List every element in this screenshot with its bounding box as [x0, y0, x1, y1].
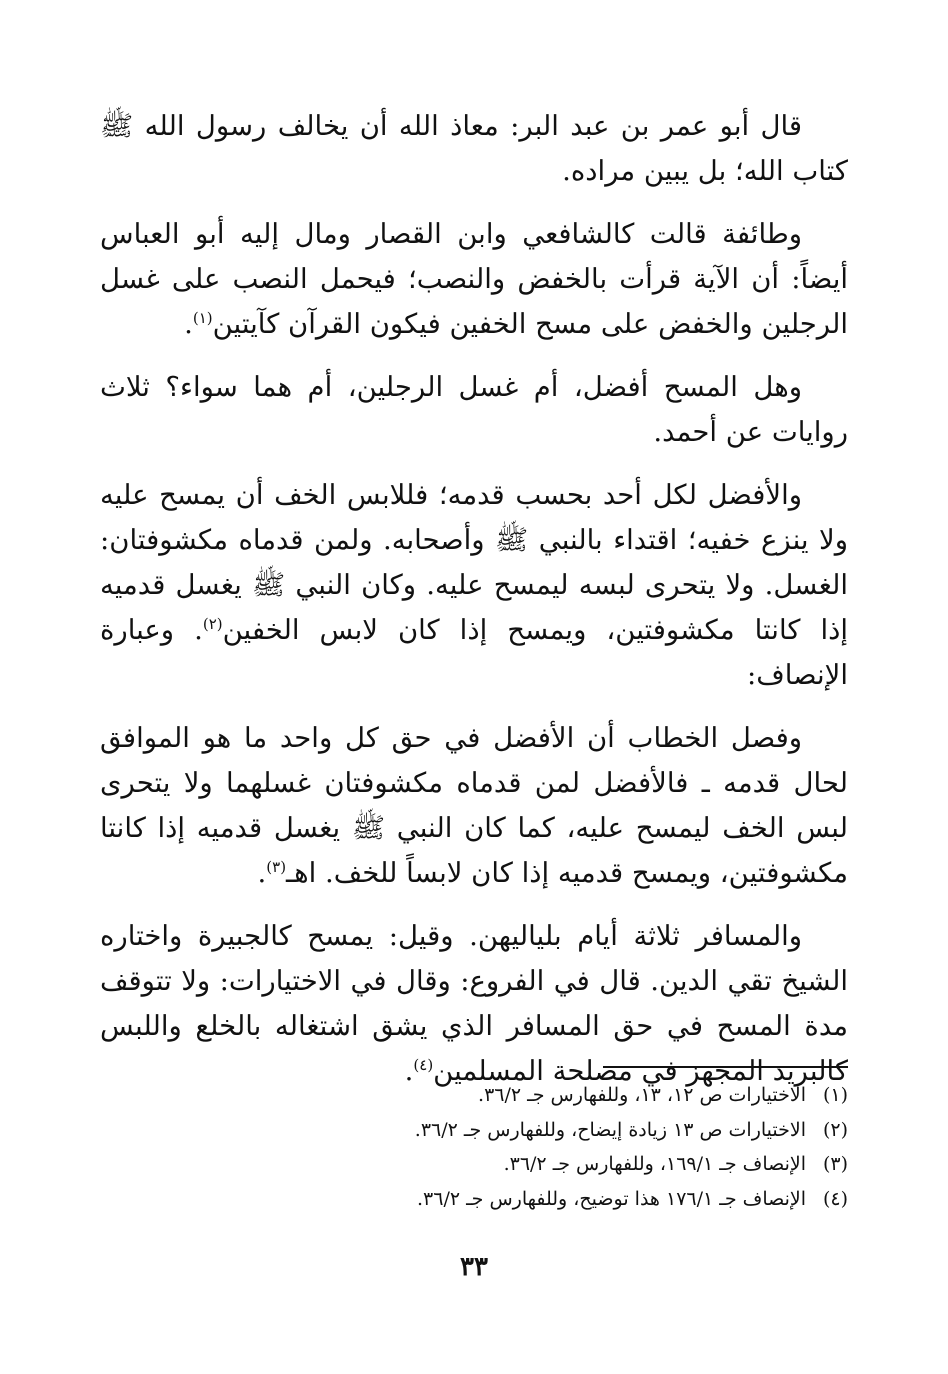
paragraph-5 [100, 716, 848, 896]
paragraph-1 [100, 104, 848, 194]
footnote-text: الإنصاف جـ ١٦٩/١، وللفهارس جـ ٣٦/٢. [503, 1153, 806, 1175]
footnote-number: (١) [822, 1084, 848, 1106]
footnote-text: الإنصاف جـ ١٧٦/١ هذا توضيح، وللفهارس جـ ٣٦/٢. [416, 1187, 806, 1210]
paragraph-3 [100, 365, 848, 455]
footnote-number: (٤) [822, 1187, 848, 1210]
paragraph-text: وهل المسح أفضل، أم غسل الرجلين، أم هما سواء؟ ثلاث روايات عن أحمد. [100, 371, 848, 448]
paragraph-text: والأفضل لكل أحد بحسب قدمه؛ فللابس الخف أن يمسح عليه ولا ينزع خفيه؛ اقتداء بالنبي ﷺ وأصحابه. ولمن قدماه مكشوفتان: الغسل. ولا يتحرى لبسه ليمسح عليه. وكان النبي ﷺ يغسل قدميه إذا كانتا مكشوفتين، ويمسح إذا كان لابس الخفين [100, 479, 848, 646]
footnote-text: الاختيارات ص ١٣ زيادة إيضاح، وللفهارس جـ ٣٦/٢. [414, 1118, 806, 1141]
paragraph-tail: . [184, 308, 193, 340]
paragraph-2 [100, 212, 848, 347]
paragraph-4 [100, 473, 848, 698]
footnote-ref[interactable]: (١) [192, 308, 213, 327]
footnote-ref[interactable]: (٢) [202, 614, 223, 633]
paragraph-text: قال أبو عمر بن عبد البر: معاذ الله أن يخالف رسول الله ﷺ كتاب الله؛ بل يبين مراده. [100, 110, 848, 187]
paragraph-text: والمسافر ثلاثة أيام بلياليهن. وقيل: يمسح كالجبيرة واختاره الشيخ تقي الدين. قال في الفروع: وقال في الاختيارات: ولا تتوقف مدة المسح في حق المسافر الذي يشق اشتغاله بالخلع واللبس كالبريد المجهز في مصلحة المسلمين [100, 920, 848, 1087]
footnote-divider [603, 1066, 848, 1068]
footnote-4 [100, 1182, 848, 1217]
paragraph-text: وطائفة قالت كالشافعي وابن القصار ومال إليه أبو العباس أيضاً: أن الآية قرأت بالخفض والنصب؛ فيحمل النصب على غسل الرجلين والخفض على مسح الخفين فيكون القرآن كآيتين [100, 218, 848, 340]
footnote-number: (٢) [822, 1118, 848, 1141]
page-number: ٣٣ [460, 1252, 488, 1282]
footnotes [100, 1066, 848, 1216]
footnote-text: الاختيارات ص ١٢، ١٣، وللفهارس جـ ٣٦/٢. [478, 1084, 806, 1106]
paragraph-tail: . وعبارة الإنصاف: [100, 614, 848, 691]
footnote-number: (٣) [822, 1153, 848, 1175]
paragraph-tail: . [404, 1055, 414, 1087]
paragraph-tail: . [257, 857, 267, 889]
footnote-1 [100, 1078, 848, 1113]
footnote-ref[interactable]: (٤) [413, 1055, 434, 1074]
paragraph-text: وفصل الخطاب أن الأفضل في حق كل واحد ما هو الموافق لحال قدمه ـ فالأفضل لمن قدماه مكشوفتان غسلهما ولا يتحرى لبس الخف ليمسح عليه، كما كان النبي ﷺ يغسل قدميه إذا كانتا مكشوفتين، ويمسح قدميه إذا كان لابساً للخف. اهـ [100, 722, 848, 889]
main-text [100, 104, 848, 1112]
footnote-2 [100, 1113, 848, 1148]
footnote-3 [100, 1147, 848, 1182]
footnote-ref[interactable]: (٣) [266, 857, 287, 876]
